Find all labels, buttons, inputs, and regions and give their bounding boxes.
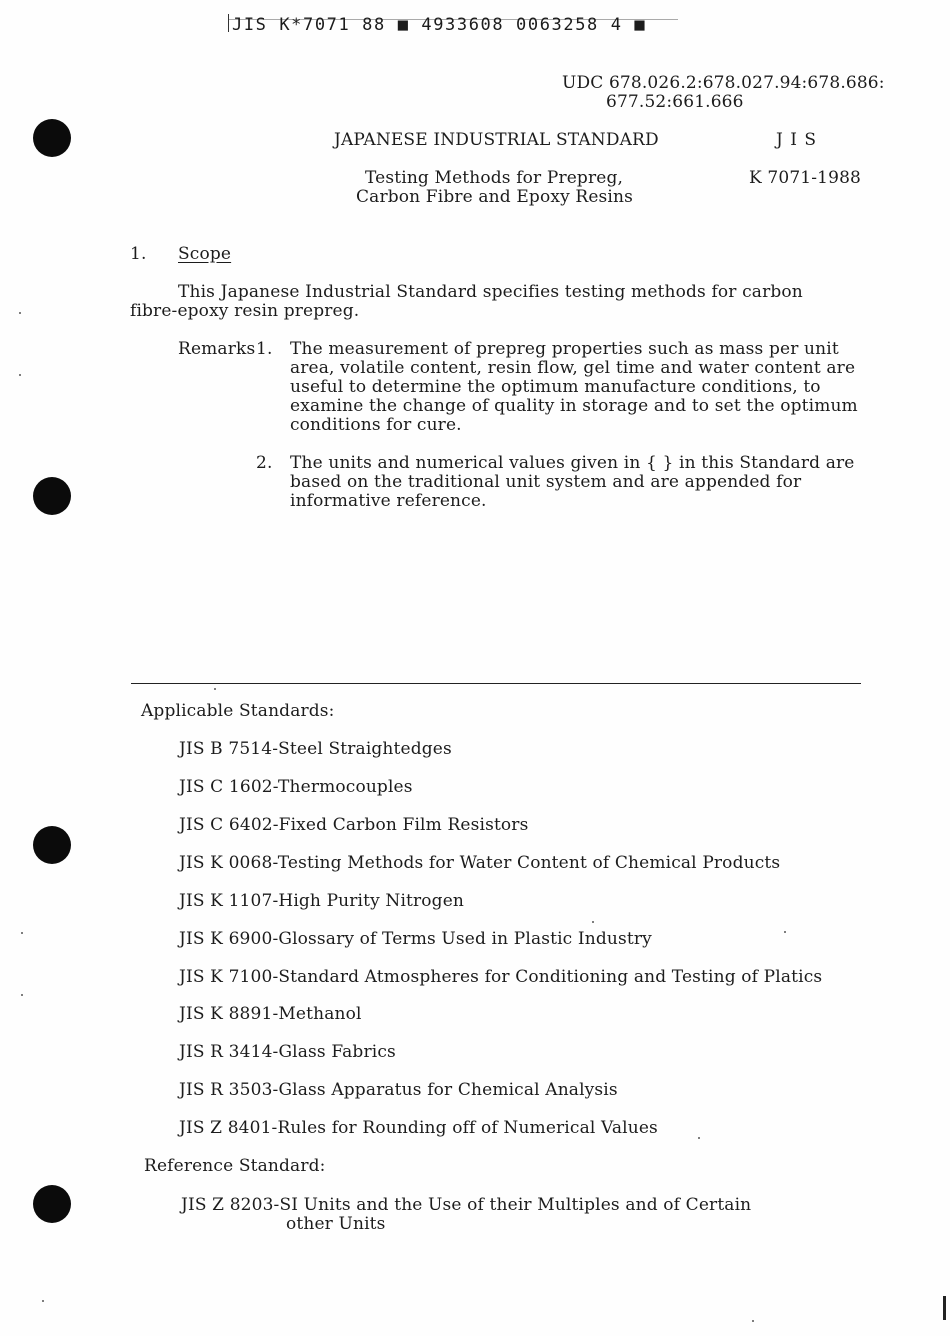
standard-item: JIS K 7100-Standard Atmospheres for Conditioning and Testing of Platics [179, 967, 823, 987]
scan-speck [752, 1320, 754, 1322]
scope-para-line-2: fibre-epoxy resin prepreg. [130, 301, 360, 321]
scan-header [228, 12, 678, 34]
remark-1-text: The measurement of prepreg properties such as mass per unit area, volatile content, resin flow, gel time and water content are useful to determine the optimum manufacture conditions, to examine the change of quality in storage and to set the optimum conditions for cure. [290, 339, 858, 435]
udc-line-2: 677.52:661.666 [606, 92, 744, 112]
scan-speck [784, 931, 786, 933]
scan-speck [698, 1137, 700, 1139]
standard-item: JIS R 3503-Glass Apparatus for Chemical Analysis [179, 1080, 618, 1100]
remark-1-number: 1. [256, 339, 273, 359]
scan-speck [19, 312, 21, 314]
standard-item: JIS K 6900-Glossary of Terms Used in Plastic Industry [179, 929, 652, 949]
section-heading: Scope [178, 244, 232, 264]
udc-line-1: UDC 678.026.2:678.027.94:678.686: [562, 73, 885, 93]
standard-item: JIS K 1107-High Purity Nitrogen [179, 891, 465, 911]
punch-hole [33, 119, 71, 157]
standard-item: JIS K 8891-Methanol [179, 1004, 362, 1024]
applicable-heading: Applicable Standards: [141, 701, 335, 721]
standard-item: JIS C 6402-Fixed Carbon Film Resistors [179, 815, 529, 835]
remark-2-number: 2. [256, 453, 273, 473]
scan-speck [21, 994, 23, 996]
standard-item: JIS Z 8401-Rules for Rounding off of Numerical Values [179, 1118, 658, 1138]
punch-hole [33, 1185, 71, 1223]
reference-heading: Reference Standard: [144, 1156, 326, 1176]
title-line-2: Carbon Fibre and Epoxy Resins [356, 187, 633, 207]
remark-2-text: The units and numerical values given in { } in this Standard are based on the traditional unit system and are appended for informative reference. [290, 453, 855, 511]
jis-mark: J I S [776, 130, 817, 150]
remarks-label: Remarks [178, 339, 256, 359]
scan-speck [19, 374, 21, 376]
standard-item: JIS B 7514-Steel Straightedges [179, 739, 452, 759]
standard-item: JIS C 1602-Thermocouples [179, 777, 413, 797]
section-number: 1. [130, 244, 147, 264]
reference-item-line-1: JIS Z 8203-SI Units and the Use of their Multiples and of Certain [181, 1195, 752, 1215]
standard-org: JAPANESE INDUSTRIAL STANDARD [334, 130, 659, 150]
scan-edge-mark [943, 1296, 946, 1320]
reference-item-line-2: other Units [286, 1214, 386, 1234]
standard-number: K 7071-1988 [749, 168, 862, 188]
title-line-1: Testing Methods for Prepreg, [365, 168, 624, 188]
header-edge-mark [228, 14, 229, 32]
punch-hole [33, 826, 71, 864]
scan-header-code: JIS K*7071 88 ■ 4933608 0063258 4 ■ [232, 15, 647, 35]
standard-item: JIS K 0068-Testing Methods for Water Content of Chemical Products [179, 853, 781, 873]
scan-speck [42, 1300, 44, 1302]
scan-speck [592, 921, 594, 923]
scope-para-line-1: This Japanese Industrial Standard specifies testing methods for carbon [178, 282, 803, 302]
scan-speck [214, 688, 216, 690]
standard-item: JIS R 3414-Glass Fabrics [179, 1042, 396, 1062]
footnote-divider [131, 683, 861, 684]
punch-hole [33, 477, 71, 515]
scan-speck [21, 932, 23, 934]
